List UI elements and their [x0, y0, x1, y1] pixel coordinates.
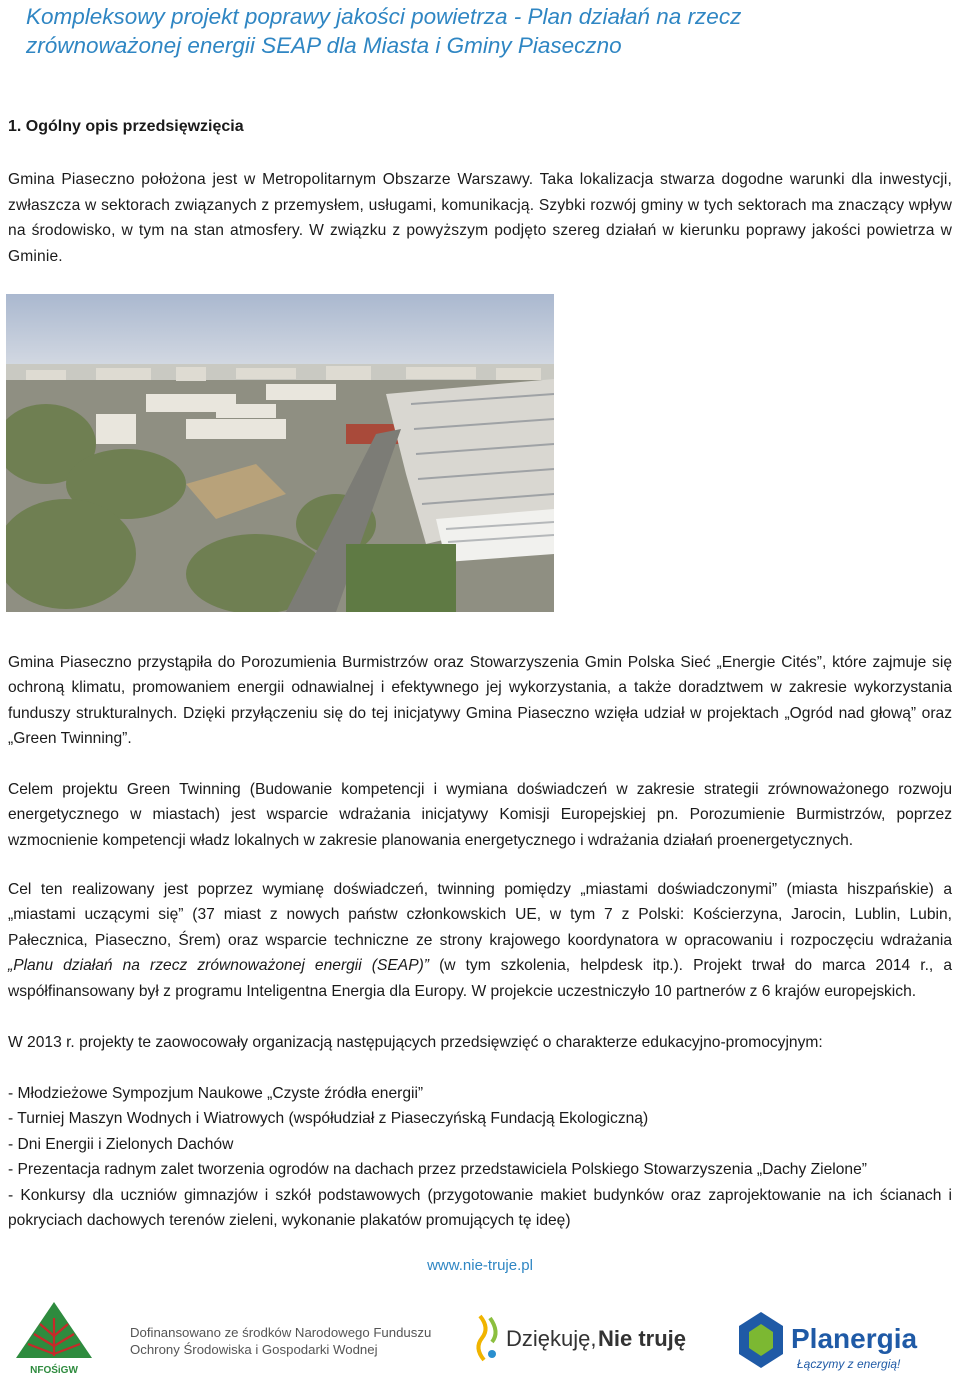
- website-link[interactable]: www.nie-truje.pl: [427, 1257, 533, 1274]
- funding-line-1: Dofinansowano ze środków Narodowego Funduszu: [130, 1325, 432, 1340]
- nie-truje-text: Nie truję: [598, 1326, 687, 1351]
- list-item: - Prezentacja radnym zalet tworzenia ogrodów na dachach przez przedstawiciela Polskiego Stowarzyszenia „Dachy Zielone”: [8, 1161, 867, 1179]
- planergia-slogan: Łączymy z energią!: [797, 1357, 901, 1371]
- dziekuje-text: Dziękuję,: [506, 1326, 597, 1351]
- list-item: - Dni Energii i Zielonych Dachów: [8, 1135, 234, 1153]
- title-line-2: zrównoważonej energii SEAP dla Miasta i Gminy Piaseczno: [26, 33, 622, 58]
- nfosigw-logo-text: NFOŚiGW: [30, 1365, 78, 1376]
- events-list: [8, 1081, 952, 1233]
- list-item: - Konkursy dla uczniów gimnazjów i szkół podstawowych (przygotowanie makiet budynków oraz zaprojektowanie na ich ścianach i pokryciach dachowych terenów zieleni, wykonanie plakatów promujących tę ideę): [8, 1186, 952, 1230]
- title-line-1: Kompleksowy projekt poprawy jakości powietrza - Plan działań na rzecz: [26, 4, 742, 29]
- paragraph-realizacja-part2: (w tym szkolenia, helpdesk itp.). Projekt trwał do marca 2014 r., a współfinansowany był z programu Inteligentna Energia dla Europy. W projekcie uczestniczyło 10 partnerów z 6 krajów europejskich.: [8, 957, 953, 1000]
- seap-plan-name: „Planu działań na rzecz zrównoważonej energii (SEAP)”: [8, 957, 429, 975]
- paragraph-2013: W 2013 r. projekty te zaowocowały organizacją następujących przedsięwzięć o charakterze edukacyjno-promocyjnym:: [8, 1034, 823, 1051]
- intro-paragraph: Gmina Piaseczno położona jest w Metropolitarnym Obszarze Warszawy. Taka lokalizacja stwarza dogodne warunki dla inwestycji, zwłaszcza w sektorach związanych z przemysłem, usługami, komunikacją. Szybki rozwój gminy w tych sektorach ma znaczący wpływ na środowisko, w tym na stan atmosfery. W związku z powyższym podjęto szereg działań w kierunku poprawy jakości powietrza w Gminie.: [8, 171, 952, 265]
- city-aerial-photo: [6, 294, 554, 612]
- funding-line-2: Ochrony Środowiska i Gospodarki Wodnej: [130, 1342, 378, 1357]
- planergia-name: Planergia: [791, 1323, 918, 1354]
- list-item: - Turniej Maszyn Wodnych i Wiatrowych (współudział z Piaseczyńską Fundacją Ekologiczną): [8, 1110, 649, 1128]
- paragraph-green-twinning: Celem projektu Green Twinning (Budowanie kompetencji i wymiana doświadczeń w zakresie strategii zrównoważonego rozwoju energetycznego w miastach) jest wsparcie wdrażania inicjatywy Komisji Europejskiej pn. Porozumienie Burmistrzów, poprzez wzmocnienie kompetencji władz lokalnych w zakresie planowania energetycznego i wdrażania działań proenergetycznych.: [8, 781, 952, 849]
- list-item: - Młodzieżowe Sympozjum Naukowe „Czyste źródła energii”: [8, 1085, 424, 1102]
- document-title: [26, 2, 946, 60]
- planergia-logo: [735, 1310, 955, 1374]
- dziekuje-nie-truje-logo: [470, 1308, 700, 1368]
- nfosigw-logo: [6, 1296, 116, 1378]
- paragraph-realizacja: [8, 877, 952, 1004]
- section-heading: 1. Ogólny opis przedsięwzięcia: [8, 118, 244, 135]
- paragraph-realizacja-part1: Cel ten realizowany jest poprzez wymianę doświadczeń, twinning pomiędzy „miastami doświadczonymi” (miasta hiszpańskie) a „miastami uczącymi się” (37 miast z nowych państw członkowskich UE, w tym 7 z Polski: Kościerzyna, Jarocin, Lublin, Lubin, Pałecznica, Piaseczno, Śrem) oraz wsparcie techniczne ze strony krajowego koordynatora w opracowaniu i rozpoczęciu wdrażania: [8, 881, 952, 949]
- paragraph-porozumienie: Gmina Piaseczno przystąpiła do Porozumienia Burmistrzów oraz Stowarzyszenia Gmin Polska Sieć „Energie Cités”, które zajmuje się ochroną klimatu, promowaniem energii odnawialnej i efektywnego jej wykorzystania, a także doradztwem w zakresie wykorzystania funduszy strukturalnych. Dzięki przyłączeniu się do tej inicjatywy Gmina Piaseczno wzięła udział w projektach „Ogród nad głową” oraz „Green Twinning”.: [8, 654, 952, 748]
- funding-statement: [130, 1324, 460, 1358]
- city-aerial-photo-image: [6, 294, 554, 612]
